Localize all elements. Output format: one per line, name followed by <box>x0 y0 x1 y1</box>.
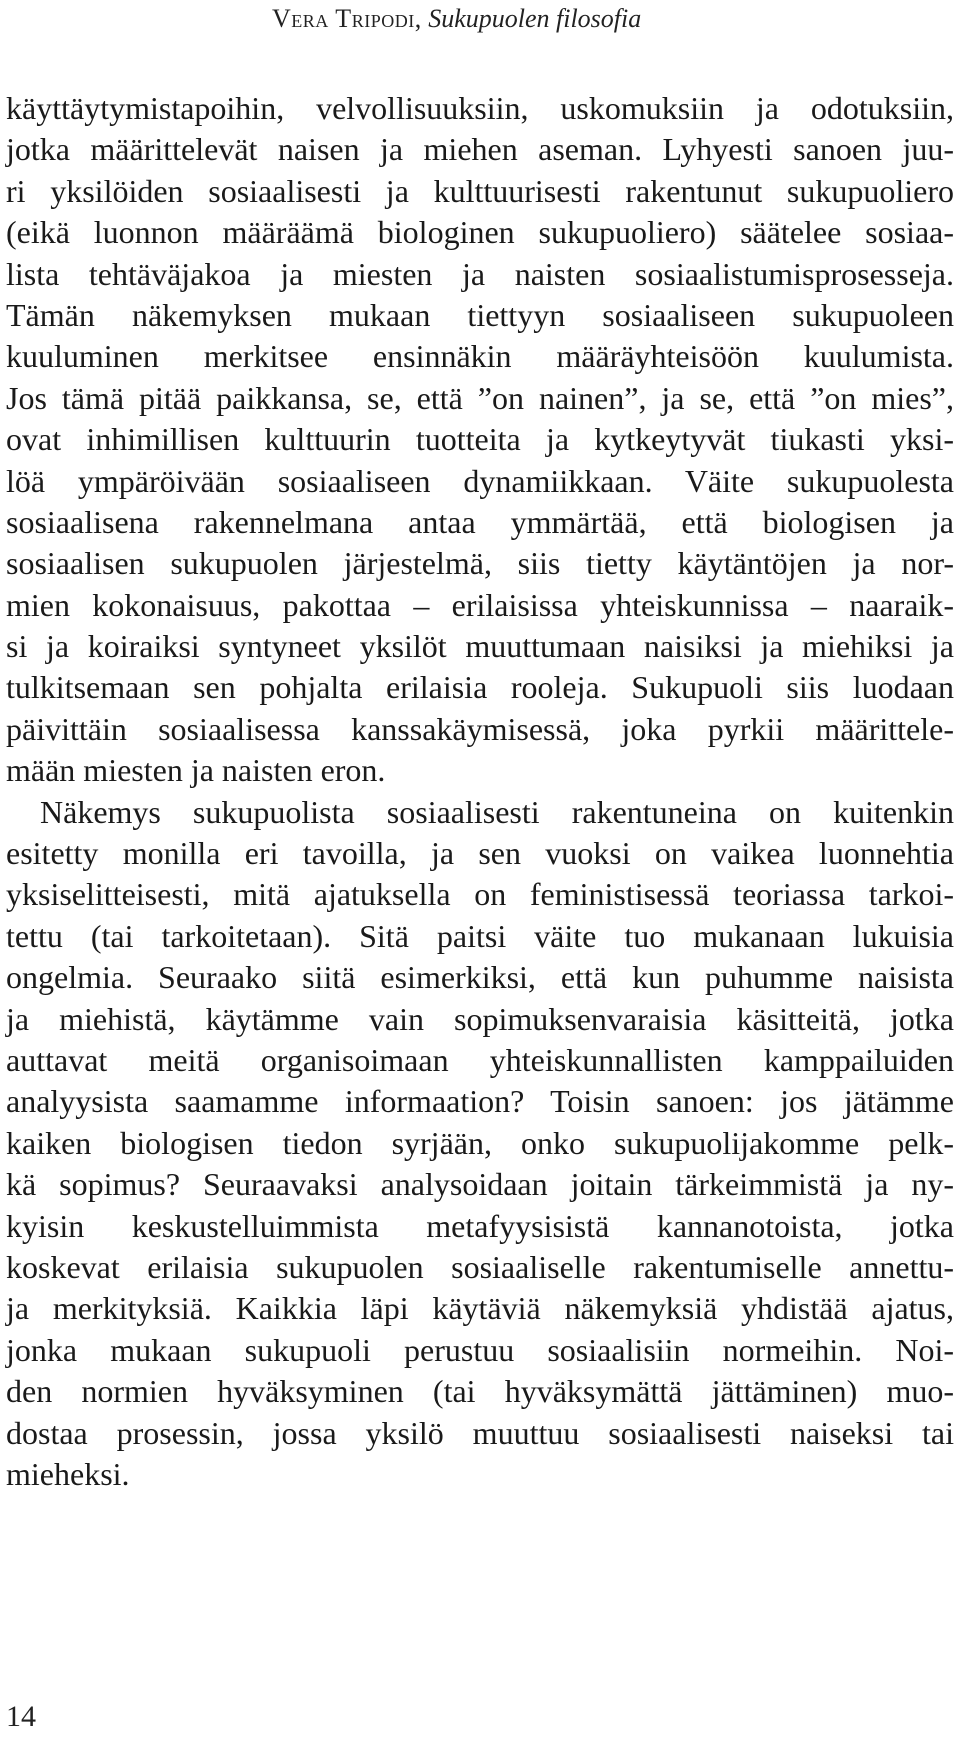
text-line: Jos tämä pitää paikkansa, se, että ”on nainen”, ja se, että ”on mies”, <box>6 379 954 416</box>
text-line: tulkitsemaan sen pohjalta erilaisia rooleja. Sukupuoli siis luodaan <box>6 669 954 706</box>
text-line: mien kokonaisuus, pakottaa – erilaisissa yhteiskunnissa – naaraik- <box>6 586 954 623</box>
text-line: kyisin keskustelluimmista metafyysisistä kannanotoista, jotka <box>6 1207 954 1244</box>
text-line: auttavat meitä organisoimaan yhteiskunnallisten kamppailuiden <box>6 1041 954 1078</box>
text-line: ja merkityksiä. Kaikkia läpi käytäviä näkemyksiä yhdistää ajatus, <box>6 1290 954 1327</box>
text-line: ri yksilöiden sosiaalisesti ja kulttuurisesti rakentunut sukupuoliero <box>6 172 954 209</box>
text-line: kaiken biologisen tiedon syrjään, onko sukupuolijakomme pelk- <box>6 1124 954 1161</box>
text-line: mään miesten ja naisten eron. <box>6 752 386 789</box>
text-line: esitetty monilla eri tavoilla, ja sen vuoksi on vaikea luonnehtia <box>6 835 954 872</box>
text-line: yksiselitteisesti, mitä ajatuksella on feministisessä teoriassa tarkoi- <box>6 876 954 913</box>
text-line: käyttäytymistapoihin, velvollisuuksiin, uskomuksiin ja odotuksiin, <box>6 90 954 126</box>
running-header <box>272 4 641 34</box>
paragraph-1 <box>6 88 954 792</box>
text-line: löä ympäröivään sosiaaliseen dynamiikkaan. Väite sukupuolesta <box>6 462 954 499</box>
text-line: den normien hyväksyminen (tai hyväksymättä jättäminen) muo- <box>6 1373 954 1410</box>
paragraph-2 <box>6 792 954 1496</box>
text-line: sosiaalisen sukupuolen järjestelmä, siis tietty käytäntöjen ja nor- <box>6 545 954 582</box>
text-line: si ja koiraiksi syntyneet yksilöt muuttumaan naisiksi ja miehiksi ja <box>6 628 954 665</box>
text-line: sosiaalisena rakennelmana antaa ymmärtää, että biologisen ja <box>6 503 954 540</box>
text-line: tettu (tai tarkoitetaan). Sitä paitsi väite tuo mukanaan lukuisia <box>6 917 954 954</box>
text-line: jonka mukaan sukupuoli perustuu sosiaalisiin normeihin. Noi- <box>6 1331 954 1368</box>
body-text <box>6 88 954 1495</box>
text-line: ovat inhimillisen kulttuurin tuotteita ja kytkeytyvät tiukasti yksi- <box>6 421 954 458</box>
text-line: koskevat erilaisia sukupuolen sosiaaliselle rakentumiselle annettu- <box>6 1248 954 1285</box>
text-line: lista tehtäväjakoa ja miesten ja naisten sosiaalistumisprosesseja. <box>6 255 954 292</box>
header-author: Vera Tripodi, <box>272 4 422 33</box>
text-line: (eikä luonnon määräämä biologinen sukupuoliero) säätelee sosiaa- <box>6 214 954 251</box>
text-line: analyysista saamamme informaation? Toisin sanoen: jos jätämme <box>6 1083 954 1120</box>
text-line: kä sopimus? Seuraavaksi analysoidaan joitain tärkeimmistä ja ny- <box>6 1166 954 1203</box>
text-line: Näkemys sukupuolista sosiaalisesti rakentuneina on kuitenkin <box>40 793 954 830</box>
text-line: dostaa prosessin, jossa yksilö muuttuu sosiaalisesti naiseksi tai <box>6 1414 954 1451</box>
text-line: Tämän näkemyksen mukaan tiettyyn sosiaaliseen sukupuoleen <box>6 296 954 333</box>
page-number: 14 <box>6 1700 36 1733</box>
header-work-title: Sukupuolen filosofia <box>428 4 642 33</box>
text-line: kuuluminen merkitsee ensinnäkin määräyhteisöön kuulumista. <box>6 338 954 375</box>
text-line: ja miehistä, käytämme vain sopimuksenvaraisia käsitteitä, jotka <box>6 1000 954 1037</box>
text-line: ongelmia. Seuraako siitä esimerkiksi, että kun puhumme naisista <box>6 959 954 996</box>
text-line: jotka määrittelevät naisen ja miehen aseman. Lyhyesti sanoen juu- <box>6 131 954 168</box>
text-line: päivittäin sosiaalisessa kanssakäymisessä, joka pyrkii määrittele- <box>6 710 954 747</box>
text-line: mieheksi. <box>6 1455 130 1492</box>
